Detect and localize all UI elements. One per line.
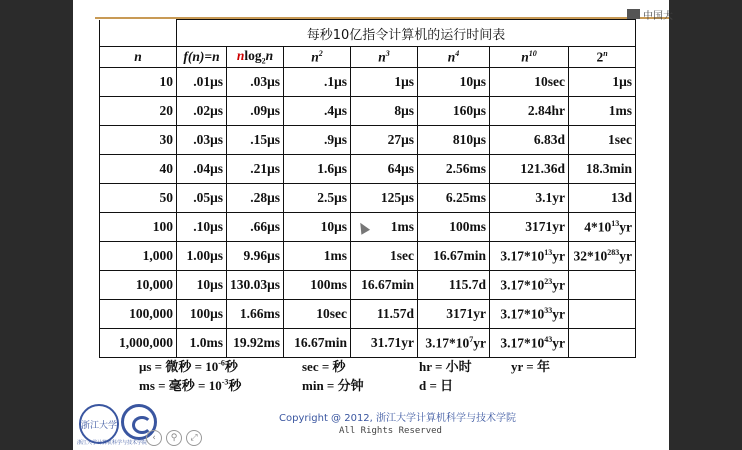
legend-min: min = 分钟 [302, 378, 364, 393]
cell: 130.03μs [227, 271, 284, 300]
cell: 6.25ms [418, 184, 490, 213]
legend-us: μs = 微秒 = $10^{-6}$秒 [139, 358, 238, 374]
table-row [100, 126, 636, 155]
cell: .15μs [227, 126, 284, 155]
cell: 1,000 [100, 242, 177, 271]
cell: 30 [100, 126, 177, 155]
cell: 100ms [418, 213, 490, 242]
table-row [100, 184, 636, 213]
cell: 13d [569, 184, 636, 213]
cell: 10μs [418, 68, 490, 97]
cell: 50 [100, 184, 177, 213]
table-row [100, 300, 636, 329]
university-emblem-icon: 浙江大学 [79, 404, 119, 444]
cell: 8μs [351, 97, 418, 126]
cell: 100μs [177, 300, 227, 329]
unit-legend [139, 356, 619, 394]
cell: .21μs [227, 155, 284, 184]
table-row [100, 97, 636, 126]
cell: $3.17*10^{33}yr$ [490, 300, 569, 329]
cell: 125μs [351, 184, 418, 213]
header-fn: f(n)=n [177, 47, 227, 68]
header-n10: $n^{10}$ [490, 47, 569, 68]
cell: 2.84hr [490, 97, 569, 126]
cell: 64μs [351, 155, 418, 184]
cell: .03μs [177, 126, 227, 155]
cell: 1,000,000 [100, 329, 177, 358]
header-n3: $n^3$ [351, 47, 418, 68]
cell: 27μs [351, 126, 418, 155]
corner-logo [627, 6, 695, 22]
legend-sec: sec = 秒 [302, 359, 346, 374]
cell: 16.67min [284, 329, 351, 358]
cell: .05μs [177, 184, 227, 213]
table-title: 每秒10亿指令计算机的运行时间表 [177, 20, 636, 47]
cell: .01μs [177, 68, 227, 97]
cell: 10 [100, 68, 177, 97]
header-n2: $n^2$ [284, 47, 351, 68]
cell: 1μs [351, 68, 418, 97]
corner-logo-icon [627, 9, 640, 19]
cell: 100,000 [100, 300, 177, 329]
legend-d: d = 日 [419, 378, 454, 393]
cell: $3.17*10^{43}yr$ [490, 329, 569, 358]
cell: 10sec [284, 300, 351, 329]
cell: .10μs [177, 213, 227, 242]
header-2n: 2$^n$ [569, 47, 636, 68]
cell: 16.67min [351, 271, 418, 300]
cell: 18.3min [569, 155, 636, 184]
cell: $4*10^{13}yr$ [569, 213, 636, 242]
cell: 10,000 [100, 271, 177, 300]
cell: 2.5μs [284, 184, 351, 213]
cell: 16.67min [418, 242, 490, 271]
cell: 1.0ms [177, 329, 227, 358]
cell: 3.1yr [490, 184, 569, 213]
cell: 10μs [284, 213, 351, 242]
legend-hr: hr = 小时 [419, 359, 472, 374]
slide [73, 0, 669, 450]
cell: .09μs [227, 97, 284, 126]
cell: $3.17*10^7yr$ [418, 329, 490, 358]
cell: 1ms [284, 242, 351, 271]
cell: .04μs [177, 155, 227, 184]
header-row [100, 47, 636, 68]
cell: 1ms [569, 97, 636, 126]
table-row [100, 155, 636, 184]
cell: 160μs [418, 97, 490, 126]
cell: 1.6μs [284, 155, 351, 184]
cell: 3171yr [418, 300, 490, 329]
cell: 19.92ms [227, 329, 284, 358]
cell: 100ms [284, 271, 351, 300]
cell: 9.96μs [227, 242, 284, 271]
cell: .28μs [227, 184, 284, 213]
school-name: 浙江大学计算机科学与技术学院 [77, 440, 148, 446]
slide-controls [146, 430, 202, 446]
legend-row [139, 375, 619, 394]
cell: 100 [100, 213, 177, 242]
corner-logo-text: 中国大 [643, 10, 673, 22]
title-spacer [100, 20, 177, 47]
prev-slide-icon[interactable]: ‹ [146, 430, 162, 446]
rights-text: All Rights Reserved [339, 426, 442, 436]
legend-row [139, 356, 619, 375]
cell: 6.83d [490, 126, 569, 155]
cell: .66μs [227, 213, 284, 242]
table-row [100, 242, 636, 271]
cell: .9μs [284, 126, 351, 155]
cell: 40 [100, 155, 177, 184]
table-row [100, 68, 636, 97]
cell: $3.17*10^{23}yr$ [490, 271, 569, 300]
header-n: n [100, 47, 177, 68]
cell: 10sec [490, 68, 569, 97]
cell: 1ms [351, 213, 418, 242]
cell: .4μs [284, 97, 351, 126]
cell: $32*10^{283}yr$ [569, 242, 636, 271]
cell: 31.71yr [351, 329, 418, 358]
header-nlogn: nlog$_2$n [227, 47, 284, 68]
cell: $3.17*10^{13}yr$ [490, 242, 569, 271]
cell [569, 271, 636, 300]
cell: .03μs [227, 68, 284, 97]
cell [569, 329, 636, 358]
cell: 1.66ms [227, 300, 284, 329]
legend-ms: ms = 毫秒 = $10^{-3}$秒 [139, 377, 242, 393]
cell: .02μs [177, 97, 227, 126]
cell: 10μs [177, 271, 227, 300]
zoom-icon[interactable]: ⚲ [166, 430, 182, 446]
cell: 1sec [569, 126, 636, 155]
cell: 1μs [569, 68, 636, 97]
cell: 11.57d [351, 300, 418, 329]
runtime-table [99, 19, 636, 358]
cell: 3171yr [490, 213, 569, 242]
cell: .1μs [284, 68, 351, 97]
legend-yr: yr = 年 [511, 359, 550, 374]
cell: 1.00μs [177, 242, 227, 271]
header-n4: $n^4$ [418, 47, 490, 68]
cell [569, 300, 636, 329]
cell: 20 [100, 97, 177, 126]
cell: 810μs [418, 126, 490, 155]
table-row [100, 329, 636, 358]
cell: 1sec [351, 242, 418, 271]
cell: 115.7d [418, 271, 490, 300]
cell: 2.56ms [418, 155, 490, 184]
table-row [100, 271, 636, 300]
fullscreen-icon[interactable]: ⤢ [186, 430, 202, 446]
slide-footer [73, 400, 669, 450]
copyright-text: Copyright @ 2012, 浙江大学计算机科学与技术学院 [279, 413, 517, 424]
cell: 121.36d [490, 155, 569, 184]
